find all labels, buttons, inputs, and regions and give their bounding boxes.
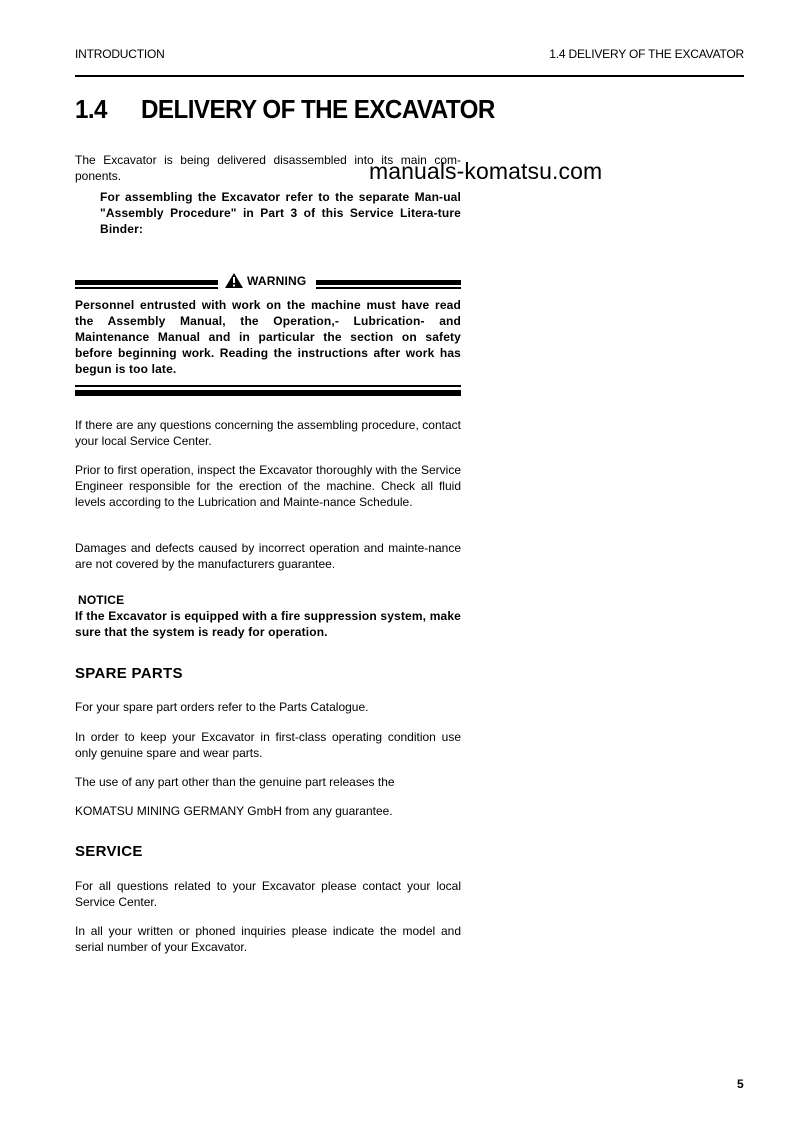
intro-paragraph: The Excavator is being delivered disassembled into its main com-ponents. xyxy=(75,153,461,183)
notice-label: NOTICE xyxy=(78,593,125,607)
spare-parts-block-3 xyxy=(75,774,461,790)
assembly-reference-paragraph: For assembling the Excavator refer to the separate Man-ual "Assembly Procedure" in Part 3 of this Service Litera-ture Binder: xyxy=(100,190,461,236)
spare-parts-block-2 xyxy=(75,729,461,761)
warning-text: Personnel entrusted with work on the machine must have read the Assembly Manual, the Operation,- Lubrication- and Maintenance Manual and in particular the section on safety before beginning work. Reading the instructions after work has begun is too late. xyxy=(75,298,461,376)
running-header-right: 1.4 DELIVERY OF THE EXCAVATOR xyxy=(549,47,744,61)
service-block-2 xyxy=(75,923,461,955)
service-block xyxy=(75,878,461,910)
questions-paragraph: If there are any questions concerning the assembling procedure, contact your local Service Center. xyxy=(75,418,461,448)
warning-header xyxy=(75,272,461,290)
service-heading: SERVICE xyxy=(75,843,143,860)
service-paragraph-2: In all your written or phoned inquiries please indicate the model and serial number of your Excavator. xyxy=(75,924,461,954)
page-number: 5 xyxy=(737,1077,744,1091)
assembly-reference-block xyxy=(100,189,461,237)
first-operation-paragraph: Prior to first operation, inspect the Excavator thoroughly with the Service Engineer responsible for the erection of the machine. Check all fluid levels according to the Lubrication and Mainte-nance Schedule. xyxy=(75,463,461,509)
spare-parts-paragraph-4: KOMATSU MINING GERMANY GmbH from any guarantee. xyxy=(75,804,393,818)
spare-parts-paragraph-1: For your spare part orders refer to the Parts Catalogue. xyxy=(75,700,369,714)
warning-body xyxy=(75,297,461,377)
warning-rule-right xyxy=(316,280,461,289)
warning-triangle-icon xyxy=(225,273,243,288)
spare-parts-block-4 xyxy=(75,803,461,819)
warning-rule-left xyxy=(75,280,218,289)
damages-block xyxy=(75,540,461,572)
section-title: DELIVERY OF THE EXCAVATOR xyxy=(141,94,495,124)
notice-text: If the Excavator is equipped with a fire suppression system, make sure that the system is ready for operation. xyxy=(75,609,461,639)
notice-block xyxy=(75,592,461,640)
spare-parts-paragraph-3: The use of any part other than the genuine part releases the xyxy=(75,775,395,789)
damages-paragraph: Damages and defects caused by incorrect operation and mainte-nance are not covered by the manufacturers guarantee. xyxy=(75,541,461,571)
page-title xyxy=(75,94,495,125)
watermark: manuals-komatsu.com xyxy=(369,158,603,184)
service-paragraph-1: For all questions related to your Excavator please contact your local Service Center. xyxy=(75,879,461,909)
questions-block xyxy=(75,417,461,449)
warning-title: WARNING xyxy=(247,273,307,288)
spare-parts-block xyxy=(75,699,461,715)
section-number: 1.4 xyxy=(75,94,107,124)
spare-parts-heading: SPARE PARTS xyxy=(75,665,183,682)
warning-footer-rule xyxy=(75,385,461,396)
first-operation-block xyxy=(75,462,461,510)
running-header-left: INTRODUCTION xyxy=(75,47,165,61)
spare-parts-paragraph-2: In order to keep your Excavator in first-class operating condition use only genuine spare and wear parts. xyxy=(75,730,461,760)
warning-label xyxy=(225,273,306,288)
header-divider xyxy=(75,75,744,77)
